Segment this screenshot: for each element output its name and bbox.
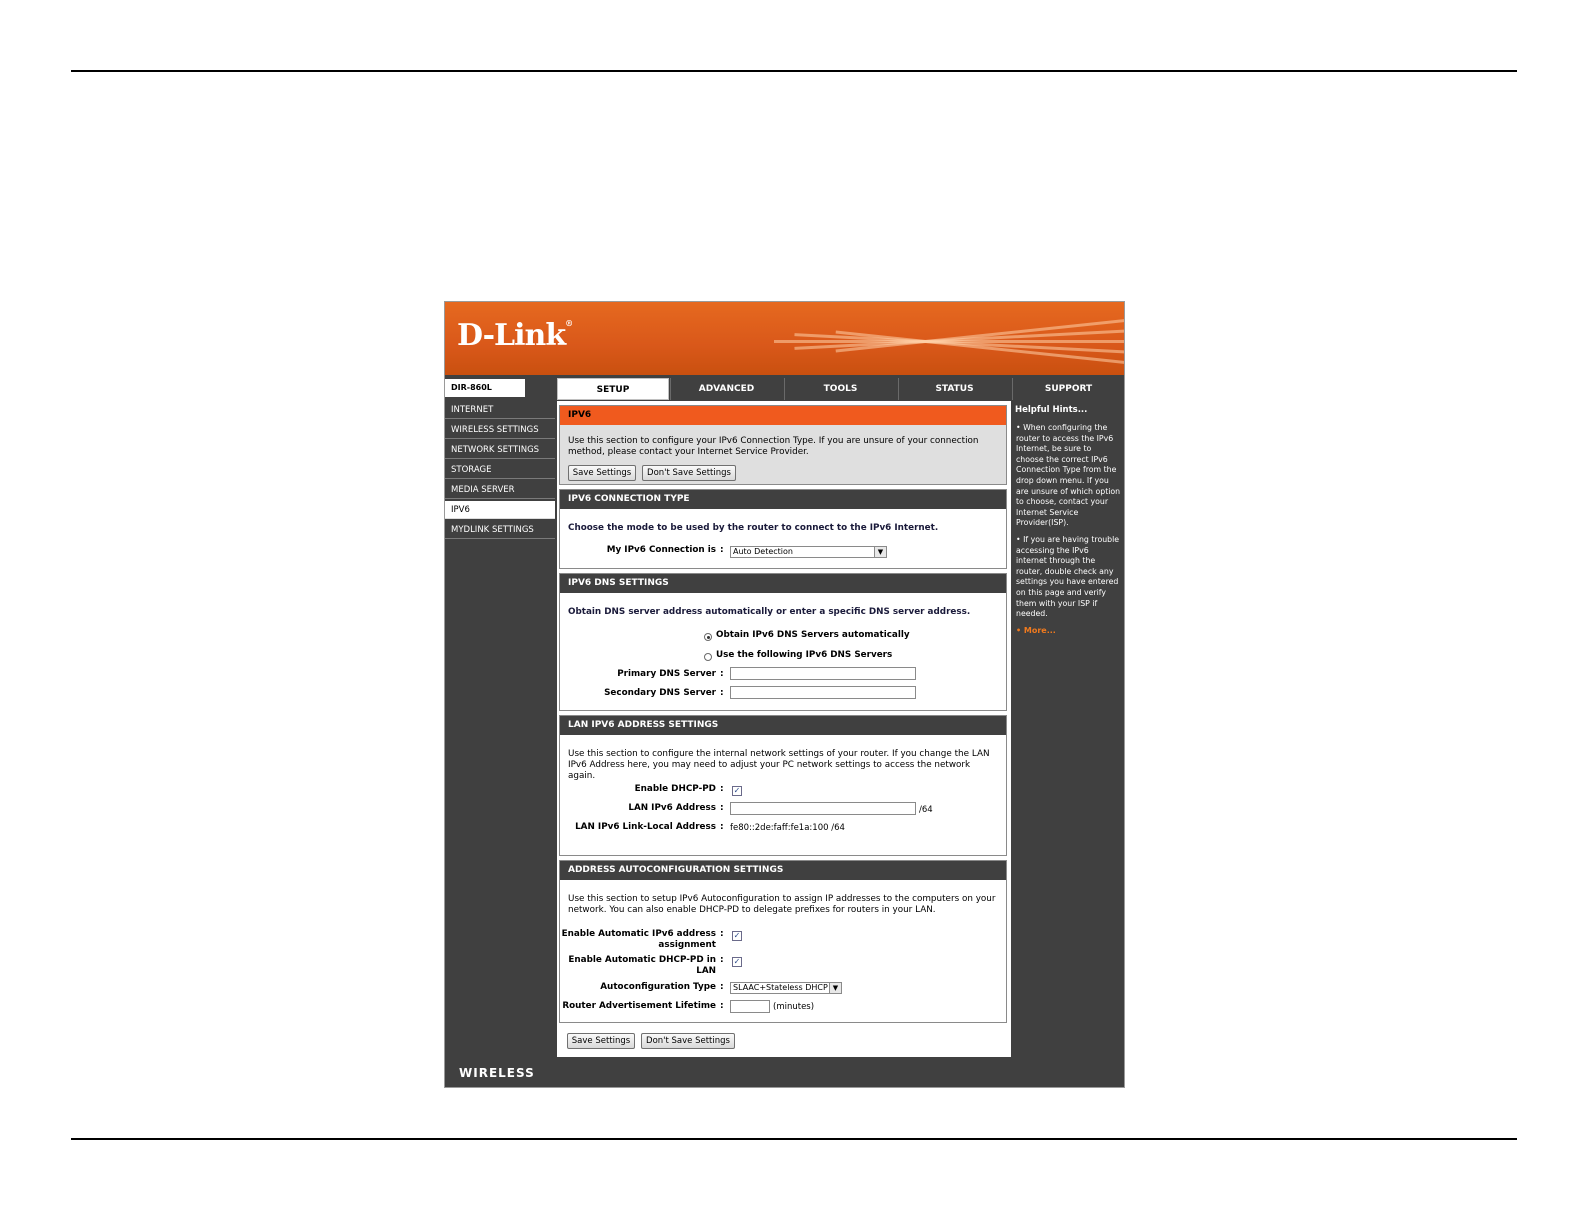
dns-auto-radio[interactable]: [704, 633, 712, 641]
dns-settings-title: IPV6 DNS SETTINGS: [560, 574, 1006, 593]
colon: :: [720, 822, 724, 832]
lan-ipv6-address-section: [559, 715, 1007, 856]
colon: :: [720, 784, 724, 794]
auto-dhcp-pd-label: Enable Automatic DHCP-PD in LAN: [568, 955, 716, 976]
chevron-down-icon: ▼: [874, 547, 886, 557]
dont-save-settings-button-bottom[interactable]: Don't Save Settings: [641, 1033, 735, 1049]
tab-setup[interactable]: SETUP: [557, 378, 669, 400]
sidebar-item-ipv6[interactable]: IPV6: [445, 501, 555, 519]
tab-advanced[interactable]: ADVANCED: [670, 378, 782, 400]
hint-connection-type: • When configuring the router to access the IPv6 Internet, be sure to choose the correct IPv6 Connection Type from the drop down menu. If you are unsure of which option to choose, contact your Internet Service Provider(ISP).: [1016, 423, 1121, 528]
hints-title: Helpful Hints...: [1015, 405, 1088, 415]
model-slash-decoration: //: [500, 376, 508, 400]
sidebar-item-storage[interactable]: STORAGE: [445, 461, 555, 479]
dns-manual-label: Use the following IPv6 DNS Servers: [716, 650, 893, 660]
sidebar-item-media-server[interactable]: MEDIA SERVER: [445, 481, 555, 499]
secondary-dns-label: Secondary DNS Server: [604, 688, 716, 698]
colon: :: [720, 929, 724, 939]
dlink-logo: D-Link®: [457, 318, 573, 353]
sidebar-item-mydlink-settings[interactable]: MYDLINK SETTINGS: [445, 521, 555, 539]
auto-ipv6-assignment-checkbox[interactable]: ✓: [733, 931, 741, 940]
tab-support[interactable]: SUPPORT: [1012, 378, 1124, 400]
save-settings-button-bottom[interactable]: Save Settings: [567, 1033, 635, 1049]
save-settings-button-top[interactable]: Save Settings: [568, 465, 636, 481]
colon: :: [720, 955, 724, 965]
autoconf-type-select[interactable]: SLAAC+Stateless DHCP ▼: [730, 982, 842, 994]
ipv6-description: Use this section to configure your IPv6 Connection Type. If you are unsure of your connection method, please contact your Internet Service Provider.: [568, 436, 979, 457]
ipv6-dns-settings-section: [559, 573, 1007, 711]
lan-ipv6-prefix: /64: [919, 805, 933, 815]
ipv6-connection-type-section: [559, 489, 1007, 569]
auto-ipv6-assignment-label: Enable Automatic IPv6 address assignment: [561, 929, 716, 950]
ra-lifetime-unit: (minutes): [773, 1002, 815, 1012]
dhcp-pd-label: Enable DHCP-PD: [634, 784, 716, 794]
router-admin-window: [444, 301, 1125, 1088]
primary-dns-label: Primary DNS Server: [617, 669, 716, 679]
connection-type-select[interactable]: Auto Detection ▼: [730, 546, 887, 558]
ra-lifetime-label: Router Advertisement Lifetime: [562, 1001, 716, 1011]
colon: :: [720, 545, 724, 555]
chevron-down-icon: ▼: [829, 983, 841, 993]
lan-ipv6-title: LAN IPV6 ADDRESS SETTINGS: [560, 716, 1006, 735]
connection-type-label: My IPv6 Connection is: [606, 545, 716, 555]
wireless-footer-logo: WIRELESS: [459, 1066, 535, 1080]
dns-settings-description: Obtain DNS server address automatically or enter a specific DNS server address.: [568, 607, 971, 617]
autoconf-title: ADDRESS AUTOCONFIGURATION SETTINGS: [560, 861, 1006, 880]
model-label: DIR-860L: [445, 379, 525, 397]
autoconf-description: Use this section to setup IPv6 Autoconfiguration to assign IP addresses to the computers on your network. You can also enable DHCP-PD to delegate prefixes for routers in your LAN.: [568, 894, 996, 915]
dns-manual-radio[interactable]: [704, 653, 712, 661]
hint-troubleshoot: • If you are having trouble accessing the IPv6 internet through the router, double check any settings you have entered on this page and verify them with your ISP if needed.: [1016, 534, 1120, 619]
address-autoconfiguration-section: [559, 860, 1007, 1023]
dns-auto-label: Obtain IPv6 DNS Servers automatically: [716, 630, 910, 640]
tab-tools[interactable]: TOOLS: [784, 378, 896, 400]
lan-ipv6-address-label: LAN IPv6 Address: [628, 803, 716, 813]
colon: :: [720, 1001, 724, 1011]
sidebar-item-network-settings[interactable]: NETWORK SETTINGS: [445, 441, 555, 459]
lan-ipv6-address-input[interactable]: [730, 802, 916, 815]
helpful-hints-panel: [1012, 401, 1124, 1057]
tab-status[interactable]: STATUS: [898, 378, 1010, 400]
link-local-value: fe80::2de:faff:fe1a:100 /64: [730, 823, 845, 833]
header-banner: [445, 302, 1124, 375]
colon: :: [720, 803, 724, 813]
dont-save-settings-button-top[interactable]: Don't Save Settings: [642, 465, 736, 481]
top-navigation: [445, 376, 1124, 400]
page-bottom-rule: [71, 1138, 1517, 1140]
colon: :: [720, 688, 724, 698]
ipv6-intro-section: [559, 405, 1007, 485]
primary-dns-input[interactable]: [730, 667, 916, 680]
sidebar: [445, 401, 555, 1057]
page-top-rule: [71, 70, 1517, 72]
footer-bar: [445, 1058, 1124, 1087]
auto-dhcp-pd-checkbox[interactable]: ✓: [733, 957, 741, 966]
autoconf-type-label: Autoconfiguration Type: [600, 982, 716, 992]
ra-lifetime-input[interactable]: [730, 1000, 770, 1013]
connection-type-title: IPV6 CONNECTION TYPE: [560, 490, 1006, 509]
connection-type-description: Choose the mode to be used by the router to connect to the IPv6 Internet.: [568, 523, 939, 533]
link-local-label: LAN IPv6 Link-Local Address: [575, 822, 716, 832]
secondary-dns-input[interactable]: [730, 686, 916, 699]
ipv6-section-title: IPV6: [560, 406, 1006, 425]
hints-more-link[interactable]: • More...: [1016, 625, 1056, 635]
sidebar-item-wireless-settings[interactable]: WIRELESS SETTINGS: [445, 421, 555, 439]
lan-ipv6-description: Use this section to configure the internal network settings of your router. If you change the LAN IPv6 Address here, you may need to adjust your PC network settings to access the network again.: [568, 749, 990, 781]
sidebar-item-internet[interactable]: INTERNET: [445, 401, 555, 419]
dhcp-pd-checkbox[interactable]: ✓: [733, 786, 741, 795]
colon: :: [720, 669, 724, 679]
colon: :: [720, 982, 724, 992]
main-content: [557, 401, 1011, 1057]
